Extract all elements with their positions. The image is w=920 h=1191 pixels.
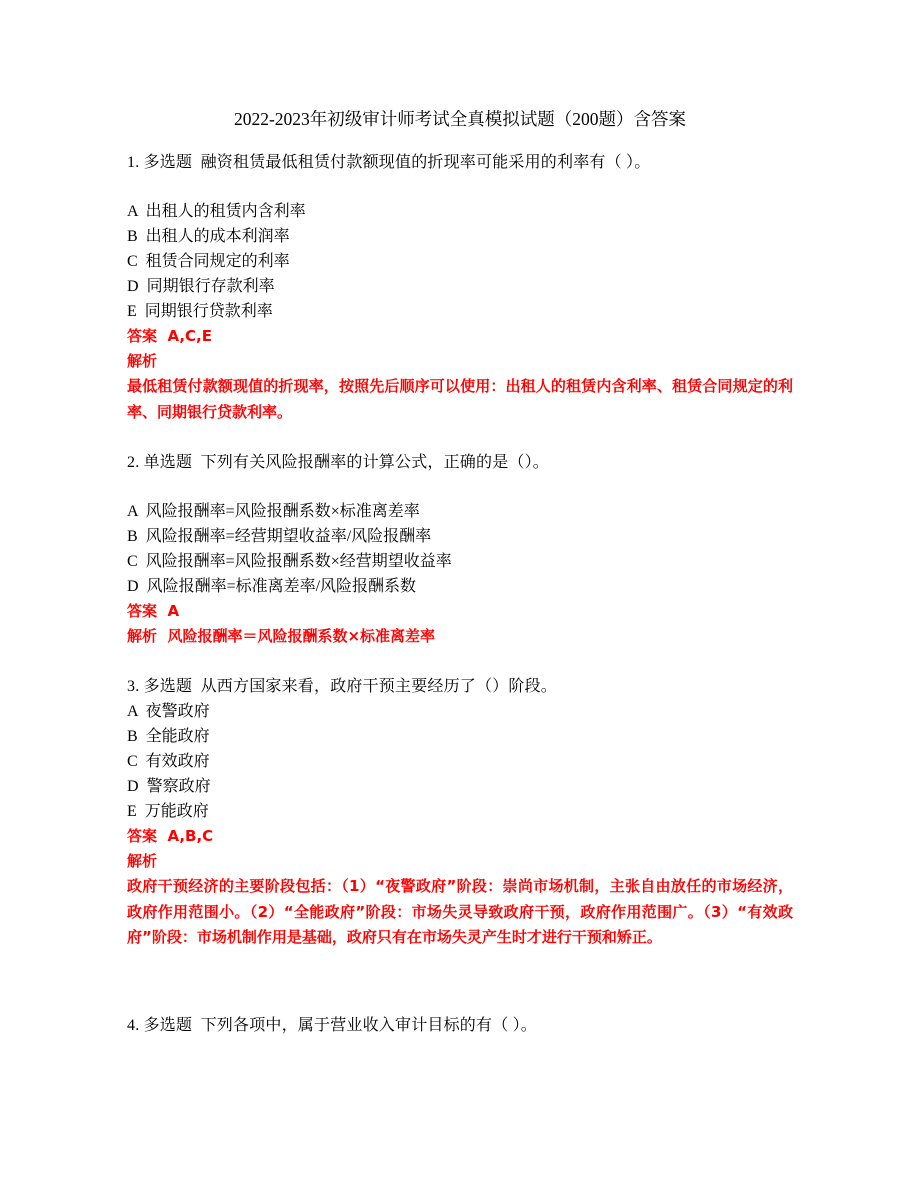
analysis-label-1: 解析 bbox=[127, 352, 158, 370]
option-list-3 bbox=[127, 699, 793, 824]
answer-line-1: 答案 A,C,E bbox=[127, 327, 212, 345]
question-gap-2-3 bbox=[127, 649, 793, 674]
option-text: 租赁合同规定的利率 bbox=[145, 253, 290, 270]
option-letter: D bbox=[127, 778, 147, 795]
option-text: 有效政府 bbox=[145, 753, 210, 770]
option-item-2b[interactable] bbox=[127, 524, 793, 549]
option-item-3d[interactable] bbox=[127, 774, 793, 799]
option-text: 出租人的租赁内含利率 bbox=[145, 203, 306, 220]
option-letter: A bbox=[127, 203, 146, 220]
option-item-3c[interactable] bbox=[127, 749, 793, 774]
question-stem-3: 3. 多选题 从西方国家来看，政府干预主要经历了（）阶段。 bbox=[127, 678, 558, 695]
question-block-3 bbox=[127, 674, 793, 951]
analysis-label-3: 解析 bbox=[127, 852, 158, 870]
question-stem-4: 4. 多选题 下列各项中，属于营业收入审计目标的有（ ）。 bbox=[127, 1016, 538, 1034]
document-body bbox=[127, 150, 793, 1038]
option-text: 全能政府 bbox=[145, 728, 210, 745]
option-text: 风险报酬率=风险报酬系数×标准离差率 bbox=[145, 503, 420, 520]
option-letter: C bbox=[127, 253, 146, 270]
option-item-1c[interactable] bbox=[127, 249, 793, 274]
option-letter: B bbox=[127, 228, 146, 245]
answer-line-2: 答案 A bbox=[127, 602, 180, 620]
option-letter: B bbox=[127, 528, 146, 545]
option-text: 风险报酬率=风险报酬系数×经营期望收益率 bbox=[145, 553, 452, 570]
option-letter: A bbox=[127, 703, 146, 720]
answer-block-2 bbox=[127, 599, 793, 649]
option-text: 同期银行存款利率 bbox=[146, 278, 275, 295]
option-item-2c[interactable] bbox=[127, 549, 793, 574]
option-text: 出租人的成本利润率 bbox=[145, 228, 290, 245]
option-text: 同期银行贷款利率 bbox=[144, 303, 273, 320]
option-letter: C bbox=[127, 553, 146, 570]
option-letter: C bbox=[127, 753, 146, 770]
question-gap-3-4 bbox=[127, 951, 793, 1013]
answer-block-3 bbox=[127, 824, 793, 951]
option-item-3b[interactable] bbox=[127, 724, 793, 749]
option-text: 风险报酬率=经营期望收益率/风险报酬率 bbox=[145, 528, 432, 545]
option-item-1b[interactable] bbox=[127, 224, 793, 249]
option-item-1a[interactable] bbox=[127, 199, 793, 224]
question-block-4 bbox=[127, 1013, 793, 1038]
option-letter: D bbox=[127, 278, 147, 295]
analysis-text-3: 政府干预经济的主要阶段包括：（1）“夜警政府”阶段：崇尚市场机制，主张自由放任的市场经济，政府作用范围小。（2）“全能政府”阶段：市场失灵导致政府干预，政府作用范围广。（3）“有效政府”阶段：市场机制作用是基础，政府只有在市场失灵产生时才进行干预和矫正。 bbox=[127, 877, 793, 946]
stem-options-gap bbox=[127, 175, 793, 199]
option-letter: E bbox=[127, 303, 145, 320]
option-letter: E bbox=[127, 803, 145, 820]
option-list-1 bbox=[127, 199, 793, 324]
answer-block-1 bbox=[127, 324, 793, 425]
option-item-1e[interactable] bbox=[127, 299, 793, 324]
option-list-2 bbox=[127, 499, 793, 599]
question-block-1 bbox=[127, 150, 793, 425]
option-text: 警察政府 bbox=[146, 778, 211, 795]
option-item-2d[interactable] bbox=[127, 574, 793, 599]
question-gap-1-2 bbox=[127, 425, 793, 450]
option-letter: D bbox=[127, 578, 147, 595]
analysis-line-2: 解析 风险报酬率＝风险报酬系数×标准离差率 bbox=[127, 627, 436, 645]
option-text: 风险报酬率=标准离差率/风险报酬系数 bbox=[146, 578, 417, 595]
option-letter: B bbox=[127, 728, 146, 745]
page-title: 2022-2023年初级审计师考试全真模拟试题（200题）含答案 bbox=[233, 109, 687, 129]
option-item-3a[interactable] bbox=[127, 699, 793, 724]
option-item-2a[interactable] bbox=[127, 499, 793, 524]
question-stem-1: 1. 多选题 融资租赁最低租赁付款额现值的折现率可能采用的利率有（ ）。 bbox=[127, 154, 651, 171]
option-text: 万能政府 bbox=[144, 803, 209, 820]
option-text: 夜警政府 bbox=[145, 703, 210, 720]
answer-line-3: 答案 A,B,C bbox=[127, 827, 214, 845]
question-stem-2: 2. 单选题 下列有关风险报酬率的计算公式，正确的是（）。 bbox=[127, 454, 550, 471]
option-item-1d[interactable] bbox=[127, 274, 793, 299]
stem-options-gap bbox=[127, 475, 793, 499]
analysis-text-1: 最低租赁付款额现值的折现率，按照先后顺序可以使用：出租人的租赁内含利率、租赁合同规定的利率、同期银行贷款利率。 bbox=[127, 377, 793, 421]
option-letter: A bbox=[127, 503, 146, 520]
option-item-3e[interactable] bbox=[127, 799, 793, 824]
question-block-2 bbox=[127, 450, 793, 649]
